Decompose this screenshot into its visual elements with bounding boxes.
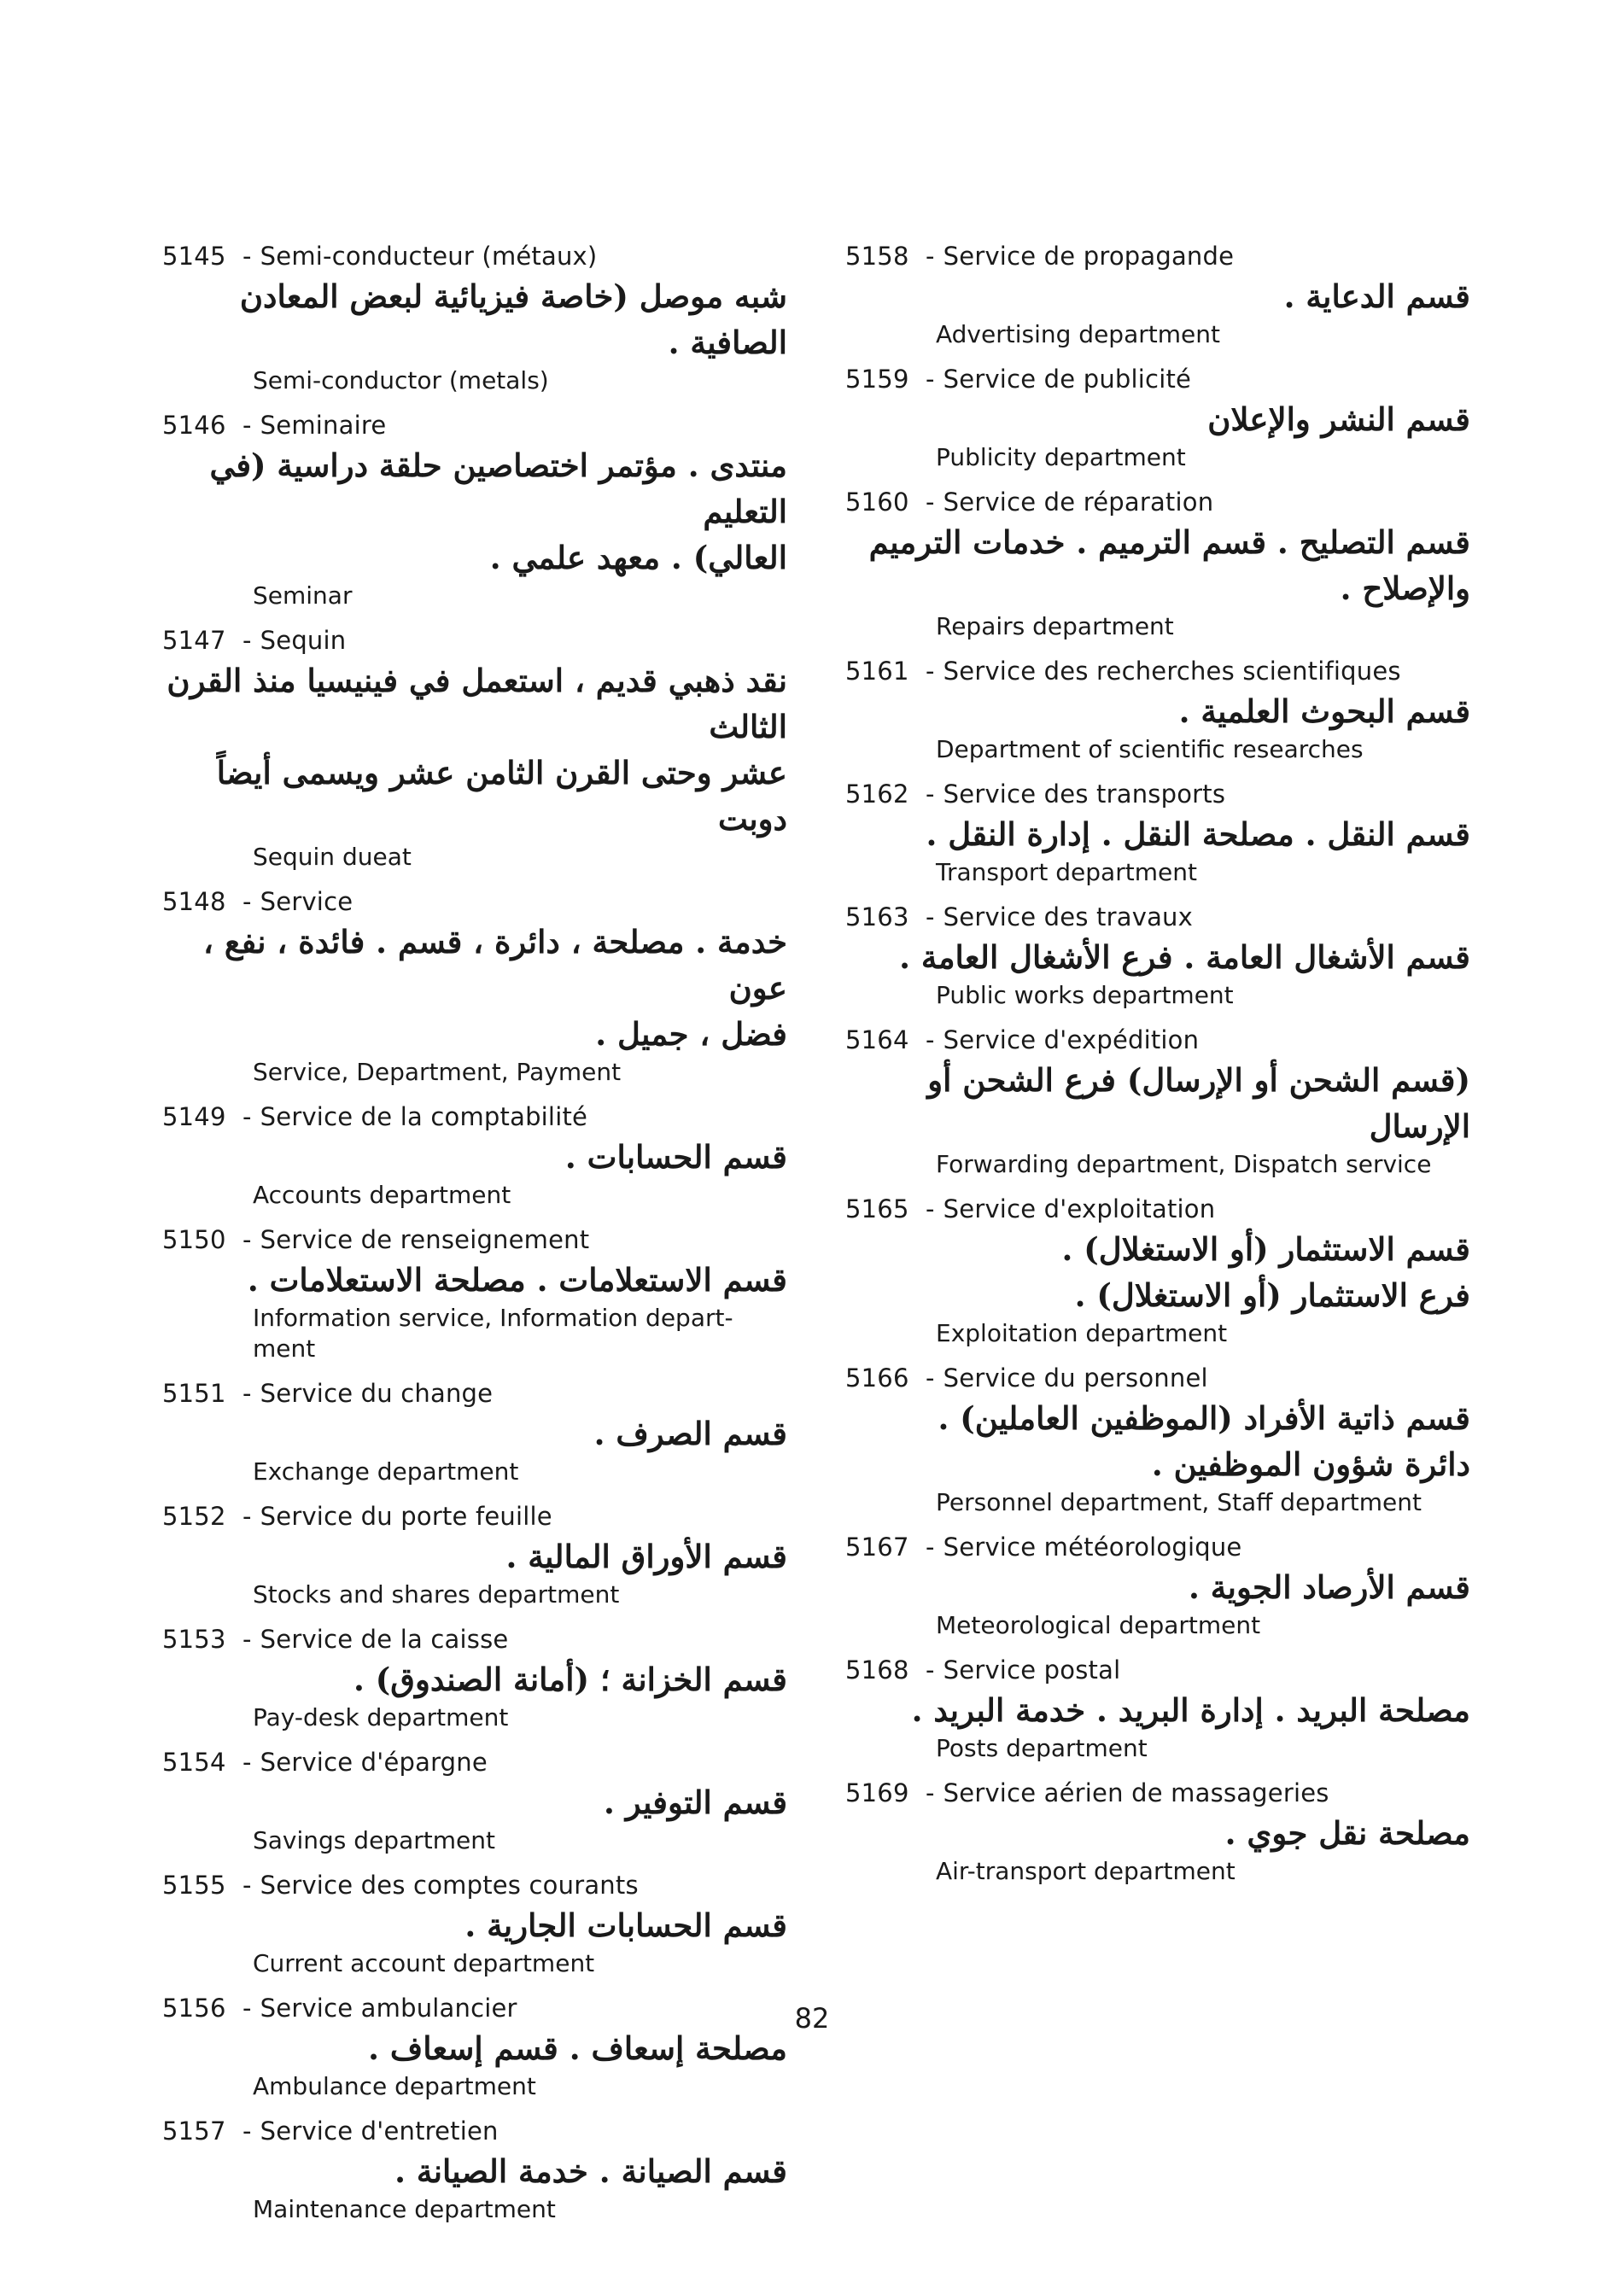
entry-arabic-translation: مصلحة نقل جوي .: [1224, 1814, 1470, 1852]
entry-english-translation: Meteorological department: [936, 1611, 1261, 1639]
entry-dash: -: [242, 411, 252, 440]
entry-french-term: [845, 362, 1477, 396]
entry-english-translation: Posts department: [936, 1734, 1148, 1762]
french-term: Service ambulancier: [260, 1994, 517, 2023]
entry-dash: -: [926, 365, 935, 394]
entry-dash: -: [242, 1994, 252, 2023]
dictionary-entry: [845, 1530, 1477, 1641]
entry-english-translation: Exploitation department: [936, 1319, 1228, 1347]
entry-english-translation: Information service, Information depart-ment: [253, 1304, 733, 1363]
entry-dash: -: [242, 2117, 252, 2146]
french-term: Service des comptes courants: [260, 1871, 639, 1900]
entry-arabic-translation: دائرة شؤون الموظفين .: [1151, 1445, 1470, 1483]
french-term: Service: [260, 887, 353, 916]
entry-english-translation: Savings department: [253, 1826, 495, 1854]
dictionary-entry: [162, 1622, 794, 1733]
entry-arabic-translation: قسم الأوراق المالية .: [505, 1538, 787, 1575]
entry-french-term: [162, 623, 794, 657]
dictionary-entry: [162, 1745, 794, 1856]
entry-arabic-translation: قسم الحسابات .: [564, 1138, 787, 1176]
entry-number: 5146: [162, 411, 226, 440]
entry-number: 5163: [845, 902, 909, 931]
entry-english-translation: Publicity department: [936, 443, 1186, 471]
entry-arabic-translation: فضل ، جميل .: [595, 1015, 787, 1053]
entry-french-term: [162, 885, 794, 919]
entry-dash: -: [242, 1625, 252, 1654]
dictionary-entry: [845, 1653, 1477, 1764]
dictionary-entry: [845, 1192, 1477, 1349]
entry-dash: -: [242, 1748, 252, 1777]
entry-number: 5167: [845, 1533, 909, 1562]
french-term: Seminaire: [260, 411, 387, 440]
entry-arabic-translation: خدمة . مصلحة ، دائرة ، قسم . فائدة ، نفع ، عون: [203, 923, 787, 1007]
entry-french-term: [162, 1223, 794, 1257]
left-column: [162, 239, 794, 2237]
entry-english-translation: Repairs department: [936, 612, 1174, 640]
entry-arabic-translation: قسم الخزانة ؛ (أمانة الصندوق) .: [353, 1661, 787, 1698]
entry-french-term: [845, 1776, 1477, 1810]
entry-arabic-translation: (قسم الشحن أو الإرسال) فرع الشحن أو الإرسال: [927, 1061, 1470, 1145]
entry-french-term: [845, 1361, 1477, 1395]
entry-dash: -: [242, 626, 252, 655]
dictionary-entry: [845, 1776, 1477, 1887]
entry-number: 5155: [162, 1871, 226, 1900]
french-term: Service d'expédition: [943, 1025, 1200, 1054]
dictionary-entry: [845, 485, 1477, 642]
french-term: Service d'exploitation: [943, 1194, 1216, 1223]
entry-french-term: [162, 1499, 794, 1533]
entry-arabic-translation: قسم النشر والإعلان: [1207, 400, 1470, 438]
dictionary-entry: [845, 1023, 1477, 1180]
entry-number: 5164: [845, 1025, 909, 1054]
entry-arabic-translation: مصلحة إسعاف . قسم إسعاف .: [368, 2029, 787, 2067]
dictionary-entry: [162, 1868, 794, 1979]
french-term: Service de propagande: [943, 242, 1235, 271]
entry-french-term: [162, 1100, 794, 1134]
entry-english-translation: Sequin dueat: [253, 843, 412, 871]
entry-arabic-translation: مصلحة البريد . إدارة البريد . خدمة البريد .: [911, 1691, 1470, 1729]
entry-dash: -: [242, 242, 252, 271]
entry-arabic-translation: والإصلاح .: [1340, 569, 1470, 607]
entry-english-translation: Accounts department: [253, 1181, 511, 1209]
entry-number: 5148: [162, 887, 226, 916]
entry-arabic-translation: منتدى . مؤتمر اختصاصين حلقة دراسية (في التعليم: [209, 447, 787, 530]
entry-french-term: [845, 1023, 1477, 1057]
french-term: Service d'épargne: [260, 1748, 488, 1777]
entry-number: 5162: [845, 779, 909, 809]
french-term: Semi-conducteur (métaux): [260, 242, 598, 271]
entry-number: 5152: [162, 1502, 226, 1531]
french-term: Service aérien de massageries: [943, 1778, 1329, 1807]
entry-number: 5151: [162, 1379, 226, 1408]
french-term: Service d'entretien: [260, 2117, 499, 2146]
entry-english-translation: Transport department: [936, 858, 1197, 886]
right-column: [845, 239, 1477, 1899]
entry-number: 5158: [845, 242, 909, 271]
entry-arabic-translation: قسم النقل . مصلحة النقل . إدارة النقل .: [926, 815, 1470, 853]
entry-english-translation: Advertising department: [936, 320, 1220, 348]
entry-dash: -: [926, 242, 935, 271]
entry-dash: -: [242, 1379, 252, 1408]
dictionary-entry: [845, 362, 1477, 473]
entry-english-translation: Stocks and shares department: [253, 1580, 620, 1609]
entry-dash: -: [926, 488, 935, 517]
entry-french-term: [162, 1745, 794, 1779]
entry-dash: -: [926, 1533, 935, 1562]
entry-arabic-translation: قسم الأرصاد الجوية .: [1189, 1568, 1470, 1606]
entry-french-term: [162, 2114, 794, 2148]
entry-dash: -: [926, 1194, 935, 1223]
entry-arabic-translation: قسم الدعاية .: [1283, 277, 1470, 315]
entry-english-translation: Seminar: [253, 581, 353, 610]
dictionary-entry: [845, 777, 1477, 888]
entry-french-term: [162, 1868, 794, 1902]
entry-french-term: [845, 239, 1477, 273]
entry-english-translation: Pay-desk department: [253, 1703, 509, 1731]
dictionary-entry: [162, 1499, 794, 1610]
entry-dash: -: [926, 1025, 935, 1054]
entry-french-term: [162, 408, 794, 442]
page-number: 82: [794, 2002, 830, 2035]
entry-number: 5161: [845, 657, 909, 686]
entry-number: 5153: [162, 1625, 226, 1654]
french-term: Sequin: [260, 626, 347, 655]
dictionary-entry: [162, 1376, 794, 1487]
entry-number: 5156: [162, 1994, 226, 2023]
entry-english-translation: Department of scientific researches: [936, 735, 1364, 763]
dictionary-entry: [845, 900, 1477, 1011]
dictionary-entry: [162, 623, 794, 873]
entry-arabic-translation: قسم الحسابات الجارية .: [464, 1906, 787, 1944]
entry-english-translation: Exchange department: [253, 1457, 519, 1486]
entry-number: 5166: [845, 1363, 909, 1393]
entry-dash: -: [926, 779, 935, 809]
french-term: Service des travaux: [943, 902, 1193, 931]
entry-number: 5157: [162, 2117, 226, 2146]
entry-arabic-translation: دوبت: [718, 800, 787, 838]
entry-dash: -: [242, 1871, 252, 1900]
french-term: Service du porte feuille: [260, 1502, 552, 1531]
entry-arabic-translation: قسم ذاتية الأفراد (الموظفين العاملين) .: [938, 1399, 1470, 1437]
entry-french-term: [845, 1653, 1477, 1687]
entry-number: 5168: [845, 1655, 909, 1685]
entry-number: 5160: [845, 488, 909, 517]
entry-dash: -: [242, 887, 252, 916]
entry-english-translation: Air-transport department: [936, 1857, 1236, 1885]
french-term: Service météorologique: [943, 1533, 1242, 1562]
entry-french-term: [845, 1192, 1477, 1226]
entry-english-translation: Current account department: [253, 1949, 595, 1977]
entry-english-translation: Ambulance department: [253, 2072, 536, 2100]
entry-arabic-translation: قسم الصيانة . خدمة الصيانة .: [394, 2152, 787, 2190]
entry-arabic-translation: نقد ذهبي قديم ، استعمل في فينيسيا منذ القرن الثالث: [166, 662, 787, 745]
entry-arabic-translation: قسم الأشغال العامة . فرع الأشغال العامة .: [899, 938, 1470, 976]
dictionary-entry: [162, 1223, 794, 1364]
entry-arabic-translation: قسم الاستثمار (أو الاستغلال) .: [1061, 1230, 1470, 1268]
entry-english-translation: Semi-conductor (metals): [253, 366, 549, 394]
entry-dash: -: [242, 1102, 252, 1131]
entry-english-translation: Maintenance department: [253, 2195, 556, 2223]
french-term: Service du change: [260, 1379, 494, 1408]
entry-english-translation: Forwarding department, Dispatch service: [936, 1150, 1432, 1178]
entry-french-term: [162, 239, 794, 273]
entry-french-term: [845, 1530, 1477, 1564]
entry-arabic-translation: العالي) . معهد علمي .: [489, 539, 787, 576]
entry-english-translation: Public works department: [936, 981, 1234, 1009]
dictionary-entry: [162, 1100, 794, 1211]
dictionary-entry: [845, 1361, 1477, 1518]
entry-dash: -: [926, 1655, 935, 1685]
entry-english-translation: Service, Department, Payment: [253, 1058, 622, 1086]
entry-dash: -: [926, 902, 935, 931]
entry-french-term: [845, 777, 1477, 811]
entry-english-translation: Personnel department, Staff department: [936, 1488, 1422, 1516]
entry-arabic-translation: قسم الاستعلامات . مصلحة الاستعلامات .: [247, 1261, 787, 1299]
entry-dash: -: [242, 1502, 252, 1531]
french-term: Service de la caisse: [260, 1625, 509, 1654]
dictionary-entry: [845, 654, 1477, 765]
entry-number: 5159: [845, 365, 909, 394]
dictionary-entry: [162, 885, 794, 1088]
entry-dash: -: [926, 1363, 935, 1393]
entry-number: 5145: [162, 242, 226, 271]
entry-dash: -: [242, 1225, 252, 1254]
french-term: Service des transports: [943, 779, 1226, 809]
entry-number: 5154: [162, 1748, 226, 1777]
french-term: Service de publicité: [943, 365, 1192, 394]
entry-french-term: [845, 654, 1477, 688]
entry-arabic-translation: فرع الاستثمار (أو الاستغلال) .: [1074, 1276, 1470, 1314]
entry-french-term: [162, 1622, 794, 1656]
dictionary-entry: [845, 239, 1477, 350]
french-term: Service de la comptabilité: [260, 1102, 588, 1131]
entry-french-term: [162, 1376, 794, 1410]
entry-arabic-translation: عشر وحتى القرن الثامن عشر ويسمى أيضاً: [216, 754, 787, 791]
entry-arabic-translation: قسم الصرف .: [593, 1415, 787, 1452]
dictionary-entry: [162, 2114, 794, 2225]
entry-french-term: [845, 900, 1477, 934]
entry-number: 5169: [845, 1778, 909, 1807]
entry-number: 5147: [162, 626, 226, 655]
entry-arabic-translation: قسم التصليح . قسم الترميم . خدمات الترميم: [868, 523, 1470, 561]
french-term: Service des recherches scientifiques: [943, 657, 1401, 686]
dictionary-entry: [162, 408, 794, 611]
entry-number: 5165: [845, 1194, 909, 1223]
entry-arabic-translation: قسم البحوث العلمية .: [1178, 692, 1470, 730]
entry-dash: -: [926, 657, 935, 686]
french-term: Service de renseignement: [260, 1225, 590, 1254]
dictionary-entry: [162, 239, 794, 396]
entry-dash: -: [926, 1778, 935, 1807]
french-term: Service de réparation: [943, 488, 1214, 517]
french-term: Service du personnel: [943, 1363, 1208, 1393]
entry-number: 5149: [162, 1102, 226, 1131]
entry-number: 5150: [162, 1225, 226, 1254]
entry-arabic-translation: شبه موصل (خاصة فيزيائية لبعض المعادن الصافية .: [239, 277, 787, 361]
french-term: Service postal: [943, 1655, 1121, 1685]
entry-arabic-translation: قسم التوفير .: [603, 1784, 787, 1821]
entry-french-term: [845, 485, 1477, 519]
